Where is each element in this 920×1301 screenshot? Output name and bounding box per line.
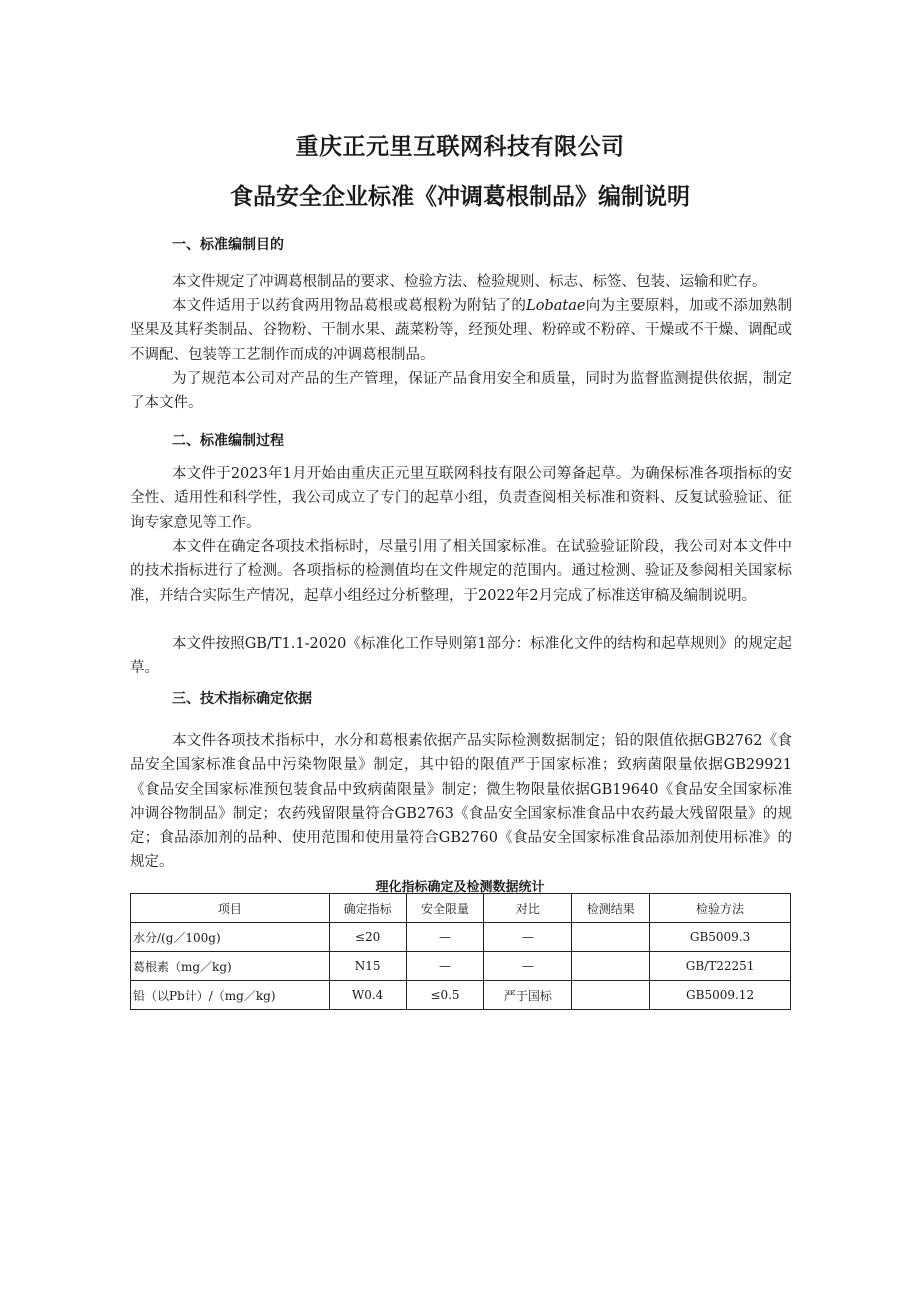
table-cell: GB5009.3 [650, 923, 791, 952]
table-cell: — [484, 952, 572, 981]
scope-text-after: 向为主要原料，加或不添加熟制坚果及其籽类制品、谷物粉、干制水果、蔬菜粉等，经预处理、粉碎或不粉碎、干燥或不干燥、调配或不调配、包装等工艺制作而成的冲调葛根制品。 [130, 298, 793, 363]
scope-paragraph [130, 294, 792, 367]
column-header: 检验方法 [650, 894, 791, 923]
scope-text-before: 本文件适用于以药食两用物品葛根或葛根粉为附钻了的 [172, 298, 527, 314]
section-heading-purpose: 一、标准编制目的 [172, 237, 284, 253]
paragraph: 本文件各项技术指标中，水分和葛根素依据产品实际检测数据制定；铅的限值依据GB2762《食品安全国家标准食品中污染物限量》制定，其中铅的限值严于国家标准；致病菌限量依据GB29921《食品安全国家标准预包装食品中致病菌限量》制定；微生物限量依据GB19640《食品安全国家标准冲调谷物制品》制定；农药残留限量符合GB2763《食品安全国家标准食品中农药最大残留限量》的规定；食品添加剂的品种、使用范围和使用量符合GB2760《食品安全国家标准食品添加剂使用标准》的规定。 [130, 733, 792, 871]
table-cell [572, 981, 650, 1010]
paragraph: 本文件于2023年1月开始由重庆正元里互联网科技有限公司筹备起草。为确保标准各项指标的安全性、适用性和科学性，我公司成立了专门的起草小组，负责查阅相关标准和资料、反复试验验证、征询专家意见等工作。 [130, 466, 792, 531]
column-header: 对比 [484, 894, 572, 923]
document-title: 食品安全企业标准《冲调葛根制品》编制说明 [230, 184, 690, 210]
column-header: 检测结果 [572, 894, 650, 923]
paragraph: 为了规范本公司对产品的生产管理，保证产品食用安全和质量，同时为监督监测提供依据，制定了本文件。 [130, 371, 792, 412]
section-heading-process: 二、标准编制过程 [172, 433, 284, 449]
table-caption: 理化指标确定及检测数据统计 [375, 880, 545, 895]
table-cell: ≤0.5 [406, 981, 484, 1010]
table-row [131, 952, 791, 981]
table-cell: — [406, 952, 484, 981]
table-cell [572, 952, 650, 981]
paragraph: 本文件规定了冲调葛根制品的要求、检验方法、检验规则、标志、标签、包装、运输和贮存。 [172, 274, 767, 290]
paragraph: 本文件按照GB/T1.1-2020《标准化工作导则第1部分：标准化文件的结构和起草规则》的规定起草。 [130, 636, 792, 677]
spec-table [130, 893, 791, 1010]
table-cell: ≤20 [329, 923, 406, 952]
table-cell: — [484, 923, 572, 952]
table-cell: — [406, 923, 484, 952]
paragraph: 本文件在确定各项技术指标时，尽量引用了相关国家标准。在试验验证阶段，我公司对本文件中的技术指标进行了检测。各项指标的检测值均在文件规定的范围内。通过检测、验证及参阅相关国家标准，并结合实际生产情况，起草小组经过分析整理，于2022年2月完成了标准送审稿及编制说明。 [130, 539, 792, 604]
table-cell: GB5009.12 [650, 981, 791, 1010]
table-row [131, 981, 791, 1010]
table-cell: N15 [329, 952, 406, 981]
table-cell: 铅（以Pb计）/（mg／kg) [131, 981, 330, 1010]
table-cell: W0.4 [329, 981, 406, 1010]
table-header-row [131, 894, 791, 923]
column-header: 项目 [131, 894, 330, 923]
table-row [131, 923, 791, 952]
table-cell: GB/T22251 [650, 952, 791, 981]
company-name: 重庆正元里互联网科技有限公司 [295, 134, 625, 160]
section-heading-basis: 三、技术指标确定依据 [172, 691, 312, 707]
table-cell: 严于国标 [484, 981, 572, 1010]
table-cell [572, 923, 650, 952]
table-cell: 葛根素（mg／kg) [131, 952, 330, 981]
column-header: 安全限量 [406, 894, 484, 923]
scope-latin-term: Lobatae [526, 298, 586, 314]
table-cell: 水分/(g／100g) [131, 923, 330, 952]
column-header: 确定指标 [329, 894, 406, 923]
